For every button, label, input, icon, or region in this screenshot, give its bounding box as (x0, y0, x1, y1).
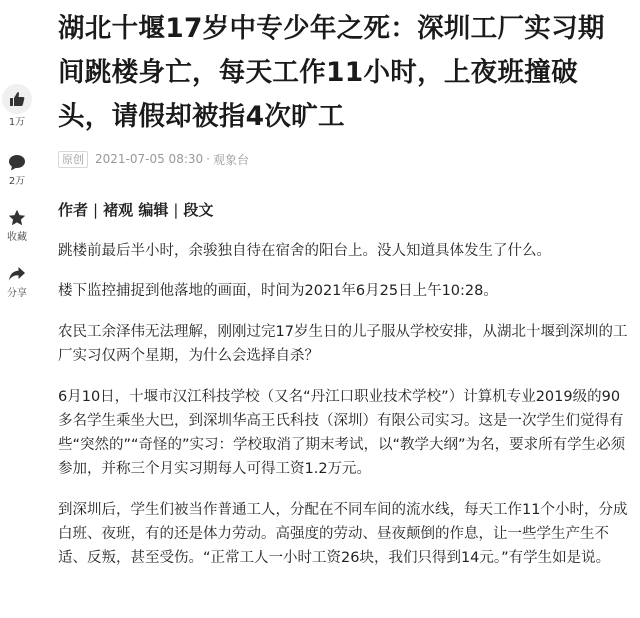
favorite-button[interactable] (0, 207, 34, 244)
paragraph: 到深圳后，学生们被当作普通工人，分配在不同车间的流水线，每天工作11个小时，分成白班、夜班，有的还是体力劳动。高强度的劳动、昼夜颠倒的作息，让一些学生产生不适、反叛，甚至受伤。“正常工人一小时工资26块，我们只得到14元。”有学生如是说。 (58, 502, 628, 566)
byline-divider: | (93, 201, 99, 219)
paragraph: 楼下监控捕捉到他落地的画面，时间为2021年6月25日上午10:28。 (58, 283, 498, 299)
action-sidebar (0, 84, 34, 300)
meta-separator: · (206, 152, 210, 166)
share-label: 分享 (7, 288, 27, 299)
author-name: 褚观 (103, 201, 134, 219)
paragraph: 跳楼前最后半小时，余骏独自待在宿舍的阳台上。没人知道具体发生了什么。 (58, 243, 551, 259)
like-button[interactable] (0, 84, 34, 129)
favorite-label: 收藏 (7, 232, 27, 243)
comment-icon (6, 151, 28, 173)
paragraph: 6月10日，十堰市汉江科技学校（又名“丹江口职业技术学校”）计算机专业2019级的90多名学生乘坐大巴，到深圳华高王氏科技（深圳）有限公司实习。这是一次学生们觉得有些“突然的”“奇怪的”实习：学校取消了期末考试，以“教学大纲”为名，要求所有学生必须参加，并称三个月实习期每人可得工资1.2万元。 (58, 389, 626, 477)
thumbs-up-icon (2, 84, 32, 114)
comment-button[interactable] (0, 151, 34, 188)
byline-divider: | (173, 201, 179, 219)
like-count: 1万 (8, 117, 26, 128)
source-name[interactable]: 观象台 (212, 152, 249, 167)
article-title: 湖北十堰17岁中专少年之死：深圳工厂实习期间跳楼身亡，每天工作11小时，上夜班撞破头，请假却被指4次旷工 (58, 13, 605, 132)
paragraph: 农民工余泽伟无法理解，刚刚过完17岁生日的儿子服从学校安排，从湖北十堰到深圳的工厂实习仅两个星期，为什么会选择自杀？ (58, 324, 628, 364)
editor-name: 段文 (183, 201, 214, 219)
original-badge: 原创 (58, 151, 88, 168)
share-button[interactable] (0, 263, 34, 300)
article-meta (58, 150, 630, 168)
byline (58, 199, 630, 221)
star-icon (6, 207, 28, 229)
publish-date: 2021-07-05 08:30 (95, 152, 204, 166)
share-icon (6, 263, 28, 285)
comment-count: 2万 (8, 176, 26, 187)
article (58, 0, 630, 570)
author-label: 作者 (58, 201, 89, 219)
editor-label: 编辑 (138, 201, 169, 219)
